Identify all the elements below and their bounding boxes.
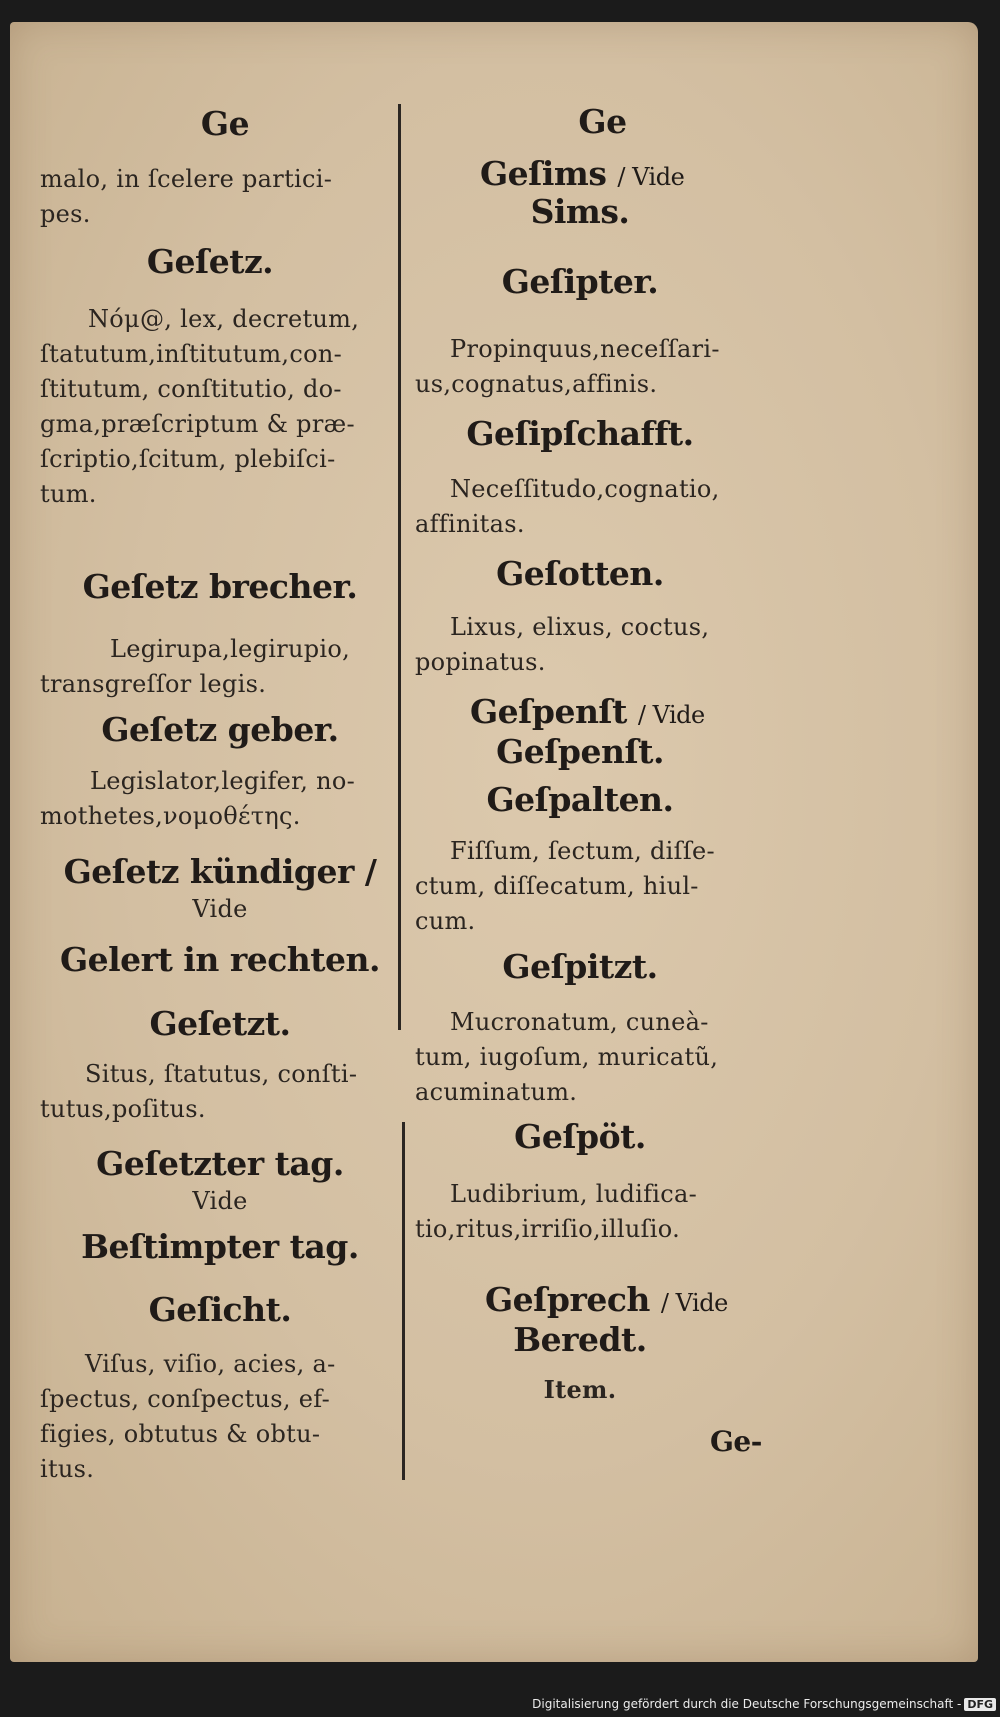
headword: Geſipſchafft.: [466, 414, 694, 453]
entry-text-line: ſpectus, conſpectus, ef-: [40, 1385, 331, 1413]
dfg-logo: DFG: [964, 1698, 996, 1711]
vide-label: / Vide: [617, 163, 685, 191]
headword: Geſipter.: [501, 262, 659, 301]
headword: Geſetz kündiger /: [63, 852, 377, 891]
vide-label: / Vide: [637, 701, 705, 729]
entry-text-line: ſcriptio,ſcitum, plebiſci-: [40, 445, 336, 473]
column-rule-upper: [398, 104, 401, 1030]
entry-text-line: tum.: [40, 480, 97, 508]
entry-text-line: Lixus, elixus, coctus,: [450, 613, 710, 641]
headword: Geſetz geber.: [101, 710, 339, 749]
cross-reference: Sims.: [530, 192, 630, 231]
entry-text-line: Situs, ſtatutus, conſti-: [85, 1060, 358, 1088]
headword: [470, 692, 705, 731]
entry-text-line: Ludibrium, ludifica-: [450, 1180, 698, 1208]
entry-text-line: Viſus, viſio, acies, a-: [85, 1350, 336, 1378]
column-rule-lower: [402, 1122, 405, 1480]
headword: Geſetz brecher.: [82, 567, 358, 606]
entry-text-line: Propinquus,neceſſari-: [450, 335, 720, 363]
headword-text: Geſpenſt: [470, 692, 627, 731]
cross-reference: Beredt.: [513, 1320, 647, 1359]
headword: [480, 154, 684, 193]
headword: Geſetzt.: [149, 1004, 291, 1043]
entry-text-line: tutus,poſitus.: [40, 1095, 206, 1123]
headword: Geſpöt.: [514, 1117, 646, 1156]
entry-text-line: acuminatum.: [415, 1078, 578, 1106]
entry-text-line: Νόμ@, lex, decretum,: [88, 305, 360, 333]
entry-text-line: ſtitutum, conſtitutio, do-: [40, 375, 342, 403]
entry-text-line: figies, obtutus & obtu-: [40, 1420, 321, 1448]
vide-label: / Vide: [660, 1289, 728, 1317]
footer-text: Digitalisierung gefördert durch die Deutsche Forschungsgemeinschaft -: [532, 1697, 962, 1711]
footer-credit: [532, 1697, 996, 1711]
entry-text-line: us,cognatus,affinis.: [415, 370, 658, 398]
entry-text-line: ctum, diſſecatum, hiul-: [415, 872, 699, 900]
entry-text-line: pes.: [40, 200, 91, 228]
entry-text-line: popinatus.: [415, 648, 546, 676]
catchword: Ge-: [710, 1425, 762, 1458]
headword-text: Geſprech: [485, 1280, 650, 1319]
entry-text-line: Fiſſum, ſectum, diſſe-: [450, 837, 715, 865]
cross-reference: Gelert in rechten.: [59, 940, 381, 979]
headword: [485, 1280, 728, 1319]
item-label: Item.: [543, 1375, 617, 1404]
entry-text-line: Legislator,legifer, no-: [90, 767, 356, 795]
headword: Geſetz.: [146, 242, 274, 281]
headword: Geſetzter tag.: [96, 1144, 344, 1183]
headword: Geſotten.: [496, 554, 664, 593]
entry-text-line: gma,præſcriptum & præ-: [40, 410, 355, 438]
entry-text-line: cum.: [415, 907, 476, 935]
headword-text: Geſims: [480, 154, 607, 193]
entry-text-line: mothetes,νομοθέτης.: [40, 802, 301, 830]
entry-text-line: Mucronatum, cuneà-: [450, 1008, 709, 1036]
entry-text-line: malo, in ſcelere partici-: [40, 165, 333, 193]
running-head-left: Ge: [200, 104, 250, 143]
cross-reference: Beſtimpter tag.: [81, 1227, 359, 1266]
headword: Geſpitzt.: [502, 947, 658, 986]
entry-text-line: ſtatutum,inſtitutum,con-: [40, 340, 343, 368]
book-page: [10, 22, 978, 1662]
entry-text-line: tum, iugoſum, muricatũ,: [415, 1043, 719, 1071]
headword: Geſicht.: [148, 1290, 292, 1329]
running-head-right: Ge: [578, 102, 627, 141]
vide-label: Vide: [192, 1187, 248, 1215]
vide-label: Vide: [192, 895, 248, 923]
entry-text-line: tio,ritus,irriſio,illuſio.: [415, 1215, 681, 1243]
cross-reference: Geſpenſt.: [496, 732, 664, 771]
entry-text-line: itus.: [40, 1455, 95, 1483]
entry-text-line: Neceſſitudo,cognatio,: [450, 475, 720, 503]
entry-text-line: affinitas.: [415, 510, 525, 538]
headword: Geſpalten.: [486, 780, 674, 819]
entry-text-line: transgreſſor legis.: [40, 670, 267, 698]
entry-text-line: Legirupa,legirupio,: [110, 635, 351, 663]
